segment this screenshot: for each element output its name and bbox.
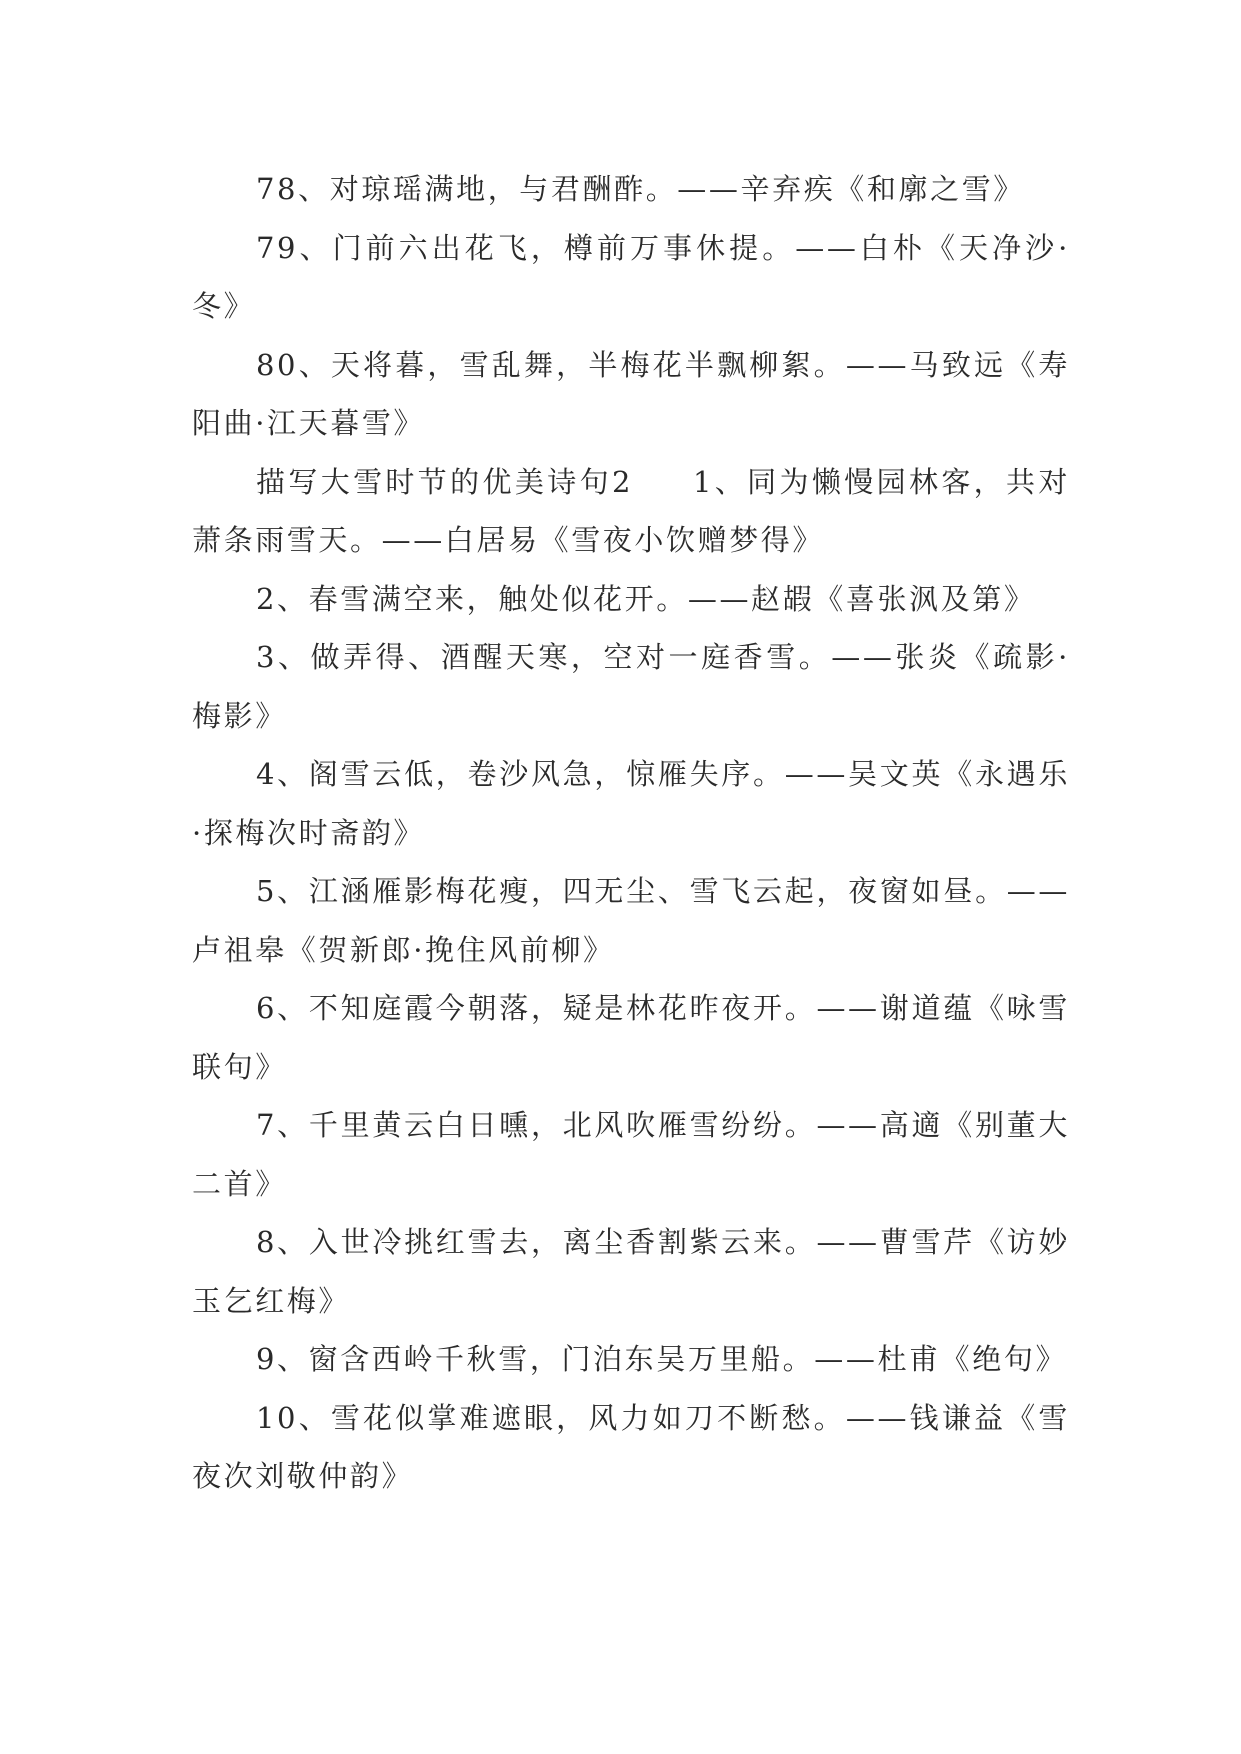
poem-line: 5、江涵雁影梅花瘦，四无尘、雪飞云起，夜窗如昼。——卢祖皋《贺新郎·挽住风前柳》 xyxy=(192,874,1070,967)
poem-line: 80、天将暮，雪乱舞，半梅花半飘柳絮。——马致远《寿阳曲·江天暮雪》 xyxy=(192,347,1070,440)
poem-line: 4、阁雪云低，卷沙风急，惊雁失序。——吴文英《永遇乐·探梅次时斋韵》 xyxy=(192,757,1070,850)
poem-line: 3、做弄得、酒醒天寒，空对一庭香雪。——张炎《疏影·梅影》 xyxy=(192,640,1070,733)
poem-line: 7、千里黄云白日曛，北风吹雁雪纷纷。——高適《别董大二首》 xyxy=(192,1108,1070,1201)
poem-line: 78、对琼瑶满地，与君酬酢。——辛弃疾《和廓之雪》 xyxy=(256,172,1025,206)
poem-line: 9、窗含西岭千秋雪，门泊东吴万里船。——杜甫《绝句》 xyxy=(256,1342,1068,1376)
poem-line: 1、同为懒慢园林客，共对萧条雨雪天。——白居易《雪夜小饮赠梦得》 xyxy=(192,464,1070,557)
document-body xyxy=(192,160,1070,1506)
poem-line: 10、雪花似掌难遮眼，风力如刀不断愁。——钱谦益《雪夜次刘敬仲韵》 xyxy=(192,1400,1070,1493)
poem-line: 2、春雪满空来，触处似花开。——赵嘏《喜张沨及第》 xyxy=(256,581,1036,616)
section-heading-paragraph xyxy=(192,453,1070,570)
poem-line: 6、不知庭霞今朝落，疑是林花昨夜开。——谢道蕴《咏雪联句》 xyxy=(192,991,1070,1084)
poem-line: 8、入世冷挑红雪去，离尘香割紫云来。——曹雪芹《访妙玉乞红梅》 xyxy=(192,1225,1070,1318)
section-heading: 描写大雪时节的优美诗句2 xyxy=(256,464,633,499)
poem-line: 79、门前六出花飞，樽前万事休提。——白朴《天净沙·冬》 xyxy=(192,230,1070,323)
